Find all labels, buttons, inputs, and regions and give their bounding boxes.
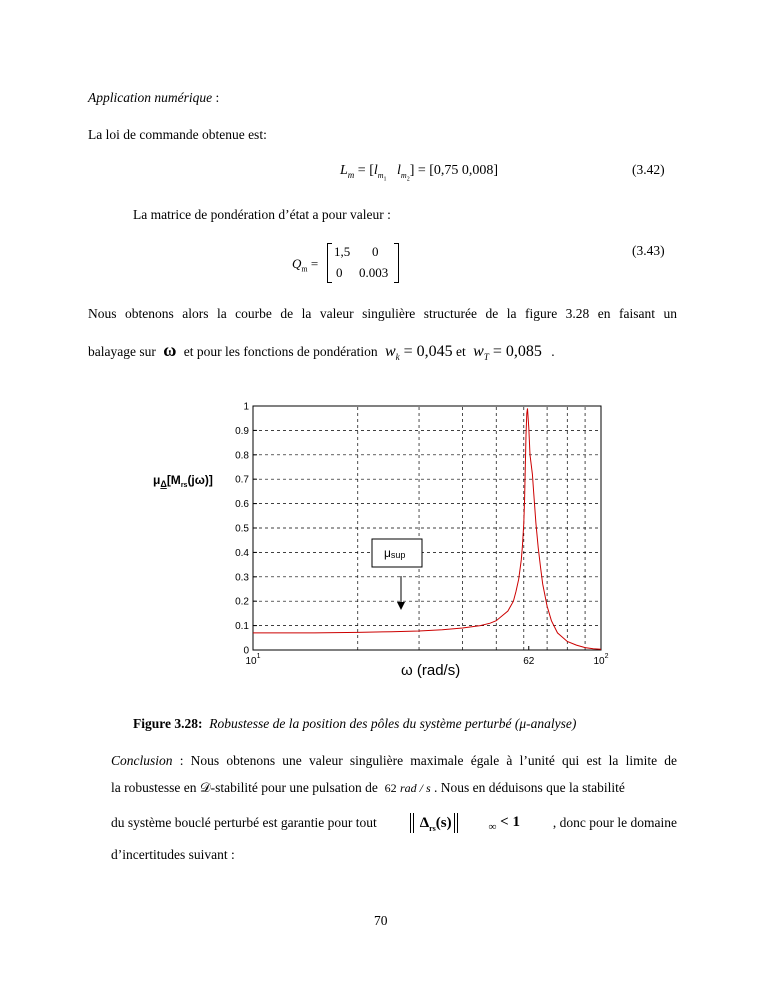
x-tick-base: 10 bbox=[593, 656, 605, 667]
eq-L: L bbox=[340, 163, 348, 178]
x-tick-label bbox=[245, 653, 260, 667]
intro-line: La loi de commande obtenue est: bbox=[88, 127, 267, 142]
conclusion-line-1 bbox=[111, 753, 677, 769]
y-tick-label: 0.8 bbox=[235, 450, 249, 462]
page-number: 70 bbox=[374, 913, 388, 928]
omega-symbol: ω bbox=[163, 340, 177, 360]
y-tick-label: 0.1 bbox=[235, 621, 249, 633]
sweep-text: balayage sur bbox=[88, 344, 156, 359]
conclusion-label: Conclusion bbox=[111, 753, 173, 768]
ylabel-open: [M bbox=[166, 473, 181, 487]
conclusion-line-3 bbox=[111, 813, 677, 833]
matrix-a22: 0.003 bbox=[359, 265, 389, 280]
matrix-a21: 0 bbox=[336, 265, 343, 280]
equation-3-42 bbox=[340, 163, 498, 182]
matrix-a11: 1,5 bbox=[334, 244, 351, 259]
wk-w: w bbox=[384, 343, 396, 360]
eq-l1: l bbox=[373, 163, 378, 178]
y-tick-label: 0.9 bbox=[235, 425, 249, 437]
caption-label: Figure 3.28: bbox=[133, 716, 203, 731]
x-tick-label bbox=[593, 653, 608, 667]
eq-l2-sub: 2 bbox=[406, 176, 410, 183]
equation-number-3-42: (3.42) bbox=[632, 162, 665, 177]
norm-s: (s) bbox=[435, 815, 452, 831]
wT-number: = 0,085 bbox=[488, 343, 542, 360]
conclusion-line-4: d’incertitudes suivant : bbox=[111, 847, 235, 862]
ylabel-rs: rs bbox=[180, 482, 188, 489]
wk-sub: k bbox=[395, 352, 400, 363]
ylabel-delta: Δ bbox=[160, 479, 167, 489]
d-stability-symbol: 𝒟 bbox=[199, 780, 211, 796]
conclusion-text-3a: du système bouclé perturbé est garantie pour tout bbox=[111, 815, 377, 830]
paragraph-line-1: Nous obtenons alors la courbe de la valeur singulière structurée de la figure 3.28 en faisant un bbox=[88, 306, 677, 321]
y-tick-label: 0.2 bbox=[235, 596, 249, 608]
paragraph-line-2 bbox=[88, 340, 555, 362]
matrix-a12: 0 bbox=[372, 244, 379, 259]
ylabel-mu: μ bbox=[153, 473, 161, 487]
norm-bar-left-2 bbox=[413, 813, 414, 833]
x-axis-label: ω (rad/s) bbox=[401, 662, 461, 679]
x-tick-exp: 1 bbox=[256, 653, 261, 660]
heading-colon: : bbox=[212, 90, 220, 105]
conclusion-text-2a: la robustesse en bbox=[111, 780, 200, 795]
caption-text: Robustesse de la position des pôles du système perturbé (μ-analyse) bbox=[209, 716, 577, 731]
norm-delta: Δ bbox=[419, 815, 430, 831]
conclusion-text-2b: -stabilité pour une pulsation de bbox=[210, 780, 378, 795]
pulsation-unit: rad / s bbox=[399, 781, 431, 795]
heading-text: Application numérique bbox=[88, 90, 213, 105]
y-tick-label: 0.4 bbox=[235, 547, 249, 559]
wk-value bbox=[384, 343, 453, 363]
y-tick-label: 0.6 bbox=[235, 499, 249, 511]
wT-value bbox=[473, 343, 542, 363]
x-tick-exp: 2 bbox=[604, 653, 609, 660]
y-tick-label: 0.5 bbox=[235, 523, 249, 535]
ylabel-close: (jω)] bbox=[187, 473, 213, 487]
norm-bar-left-1 bbox=[410, 813, 411, 833]
figure-caption bbox=[133, 716, 576, 732]
norm-rs: rs bbox=[429, 824, 436, 833]
eq-L-sub: m bbox=[347, 169, 355, 180]
weighting-text: et pour les fonctions de pondération bbox=[183, 344, 378, 359]
delta-norm bbox=[410, 813, 458, 833]
eq-open: = [ bbox=[354, 163, 374, 178]
y-tick-label: 0 bbox=[243, 645, 249, 657]
eq-Q: Q bbox=[292, 256, 302, 271]
y-tick-label: 0.3 bbox=[235, 572, 249, 584]
eq-Q-equals: = bbox=[310, 256, 319, 271]
mu-sup-sub: sup bbox=[390, 550, 406, 560]
norm-bar-right-1 bbox=[454, 813, 455, 833]
matrix-line: La matrice de pondération d’état a pour valeur : bbox=[133, 207, 391, 222]
matrix-Qm bbox=[327, 243, 399, 283]
mu-analysis-chart bbox=[0, 390, 765, 690]
conclusion-text-2c: . Nous en déduisons que la stabilité bbox=[434, 780, 625, 795]
norm-infinity: ∞ bbox=[488, 820, 497, 833]
eq-l1-m: m bbox=[377, 170, 384, 180]
y-axis-label bbox=[153, 473, 213, 489]
x-tick-base: 10 bbox=[245, 656, 257, 667]
period: . bbox=[551, 344, 555, 359]
mu-sup-mu: μ bbox=[384, 546, 391, 560]
conclusion-text-1: : Nous obtenons une valeur singulière maximale égale à l’unité qui est la limite de bbox=[172, 753, 677, 768]
wT-sub: T bbox=[483, 352, 489, 363]
norm-less-than-one: < 1 bbox=[500, 813, 520, 830]
eq-values: ] = [0,75 0,008] bbox=[409, 163, 499, 178]
conclusion-text-3b: , donc pour le domaine bbox=[552, 815, 677, 830]
equation-3-43-lhs bbox=[292, 256, 318, 274]
eq-l1-sub: 1 bbox=[383, 176, 387, 183]
wT-w: w bbox=[473, 343, 484, 360]
norm-bar-right-2 bbox=[457, 813, 458, 833]
wk-number: = 0,045 bbox=[399, 343, 453, 360]
x-tick-label: 62 bbox=[523, 656, 535, 667]
conclusion-line-2 bbox=[111, 780, 677, 796]
et-word: et bbox=[456, 344, 466, 359]
eq-l2: l bbox=[397, 163, 401, 178]
eq-Q-sub: m bbox=[301, 264, 308, 274]
equation-number-3-43: (3.43) bbox=[632, 243, 665, 258]
y-tick-label: 1 bbox=[243, 401, 249, 413]
y-tick-label: 0.7 bbox=[235, 474, 249, 486]
eq-l2-m: m bbox=[400, 170, 407, 180]
section-heading bbox=[88, 90, 219, 106]
pulsation-value: 62 bbox=[384, 781, 397, 795]
